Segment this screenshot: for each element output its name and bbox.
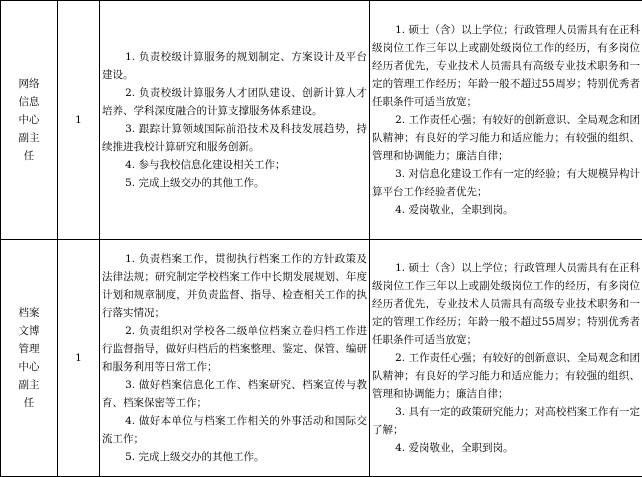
duty-item: 3. 做好档案信息化工作、档案研究、档案宣传与教育、档案保密等工作； — [102, 376, 367, 412]
requirement-item: 3. 对信息化建设工作有一定的经验；有大规模异构计算平台工作经验者优先； — [372, 165, 640, 201]
duty-item: 1. 负责校级计算服务的规划制定、方案设计及平台建设。 — [102, 48, 367, 84]
duties-cell — [100, 240, 370, 477]
requirement-item: 1. 硕士（含）以上学位；行政管理人员需具有在正科级岗位工作三年以上或副处级岗位工作的经历，有多岗位经历者优先，专业技术人员需具有高级专业技术职务和一定的管理工作经历；年龄一般不超过55周岁；特别优秀者任职条件可适当放宽； — [372, 259, 640, 349]
duty-item: 1. 负责档案工作，贯彻执行档案工作的方针政策及法律法规；研究制定学校档案工作中长期发展规划、年度计划和规章制度，并负责监督、指导、检查相关工作的执行落实情况； — [102, 250, 367, 322]
requirement-item: 3. 具有一定的政策研究能力；对高校档案工作有一定了解； — [372, 403, 640, 439]
duty-item: 3. 跟踪计算领域国际前沿技术及科技发展趋势，持续推进我校计算研究和服务创新。 — [102, 120, 367, 156]
position-name: 网络信息中心副主任 — [14, 75, 44, 165]
table-row — [1, 240, 642, 477]
count-cell — [58, 240, 100, 477]
position-cell — [1, 1, 58, 240]
requirement-item: 1. 硕士（含）以上学位；行政管理人员需具有在正科级岗位工作三年以上或副处级岗位工作的经历，有多岗位经历者优先，专业技术人员需具有高级专业技术职务和一定的管理工作经历；年龄一般不超过55周岁；特别优秀者任职条件可适当放宽； — [372, 21, 640, 111]
requirement-item: 2. 工作责任心强；有较好的创新意识、全局观念和团队精神；有良好的学习能力和适应能力；有较强的组织、管理和协调能力；廉洁自律； — [372, 111, 640, 165]
duty-item: 4. 参与我校信息化建设相关工作； — [102, 156, 367, 174]
requirements-cell — [370, 240, 642, 477]
duty-item: 2. 负责组织对学校各二级单位档案立卷归档工作进行监督指导，做好归档后的档案整理、鉴定、保管、编研和服务利用等日常工作； — [102, 322, 367, 376]
requirement-item: 2. 工作责任心强；有较好的创新意识、全局观念和团队精神；有良好的学习能力和适应能力；有较强的组织、管理和协调能力；廉洁自律； — [372, 349, 640, 403]
requirement-item: 4. 爱岗敬业，全职到岗。 — [372, 439, 640, 457]
duty-item: 2. 负责校级计算服务人才团队建设、创新计算人才培养、学科深度融合的计算支撑服务体系建设。 — [102, 84, 367, 120]
count-cell — [58, 1, 100, 240]
requirement-item: 4. 爱岗敬业，全职到岗。 — [372, 201, 640, 219]
duty-item: 5. 完成上级交办的其他工作。 — [102, 174, 367, 192]
duty-item: 5. 完成上级交办的其他工作。 — [102, 448, 367, 466]
duty-item: 4. 做好本单位与档案工作相关的外事活动和国际交流工作； — [102, 412, 367, 448]
position-cell — [1, 240, 58, 477]
position-count: 1 — [75, 114, 82, 126]
duties-cell — [100, 1, 370, 240]
position-name: 档案文博管理中心副主任 — [14, 304, 44, 412]
position-count: 1 — [75, 352, 82, 364]
table-row — [1, 1, 642, 240]
requirements-cell — [370, 1, 642, 240]
